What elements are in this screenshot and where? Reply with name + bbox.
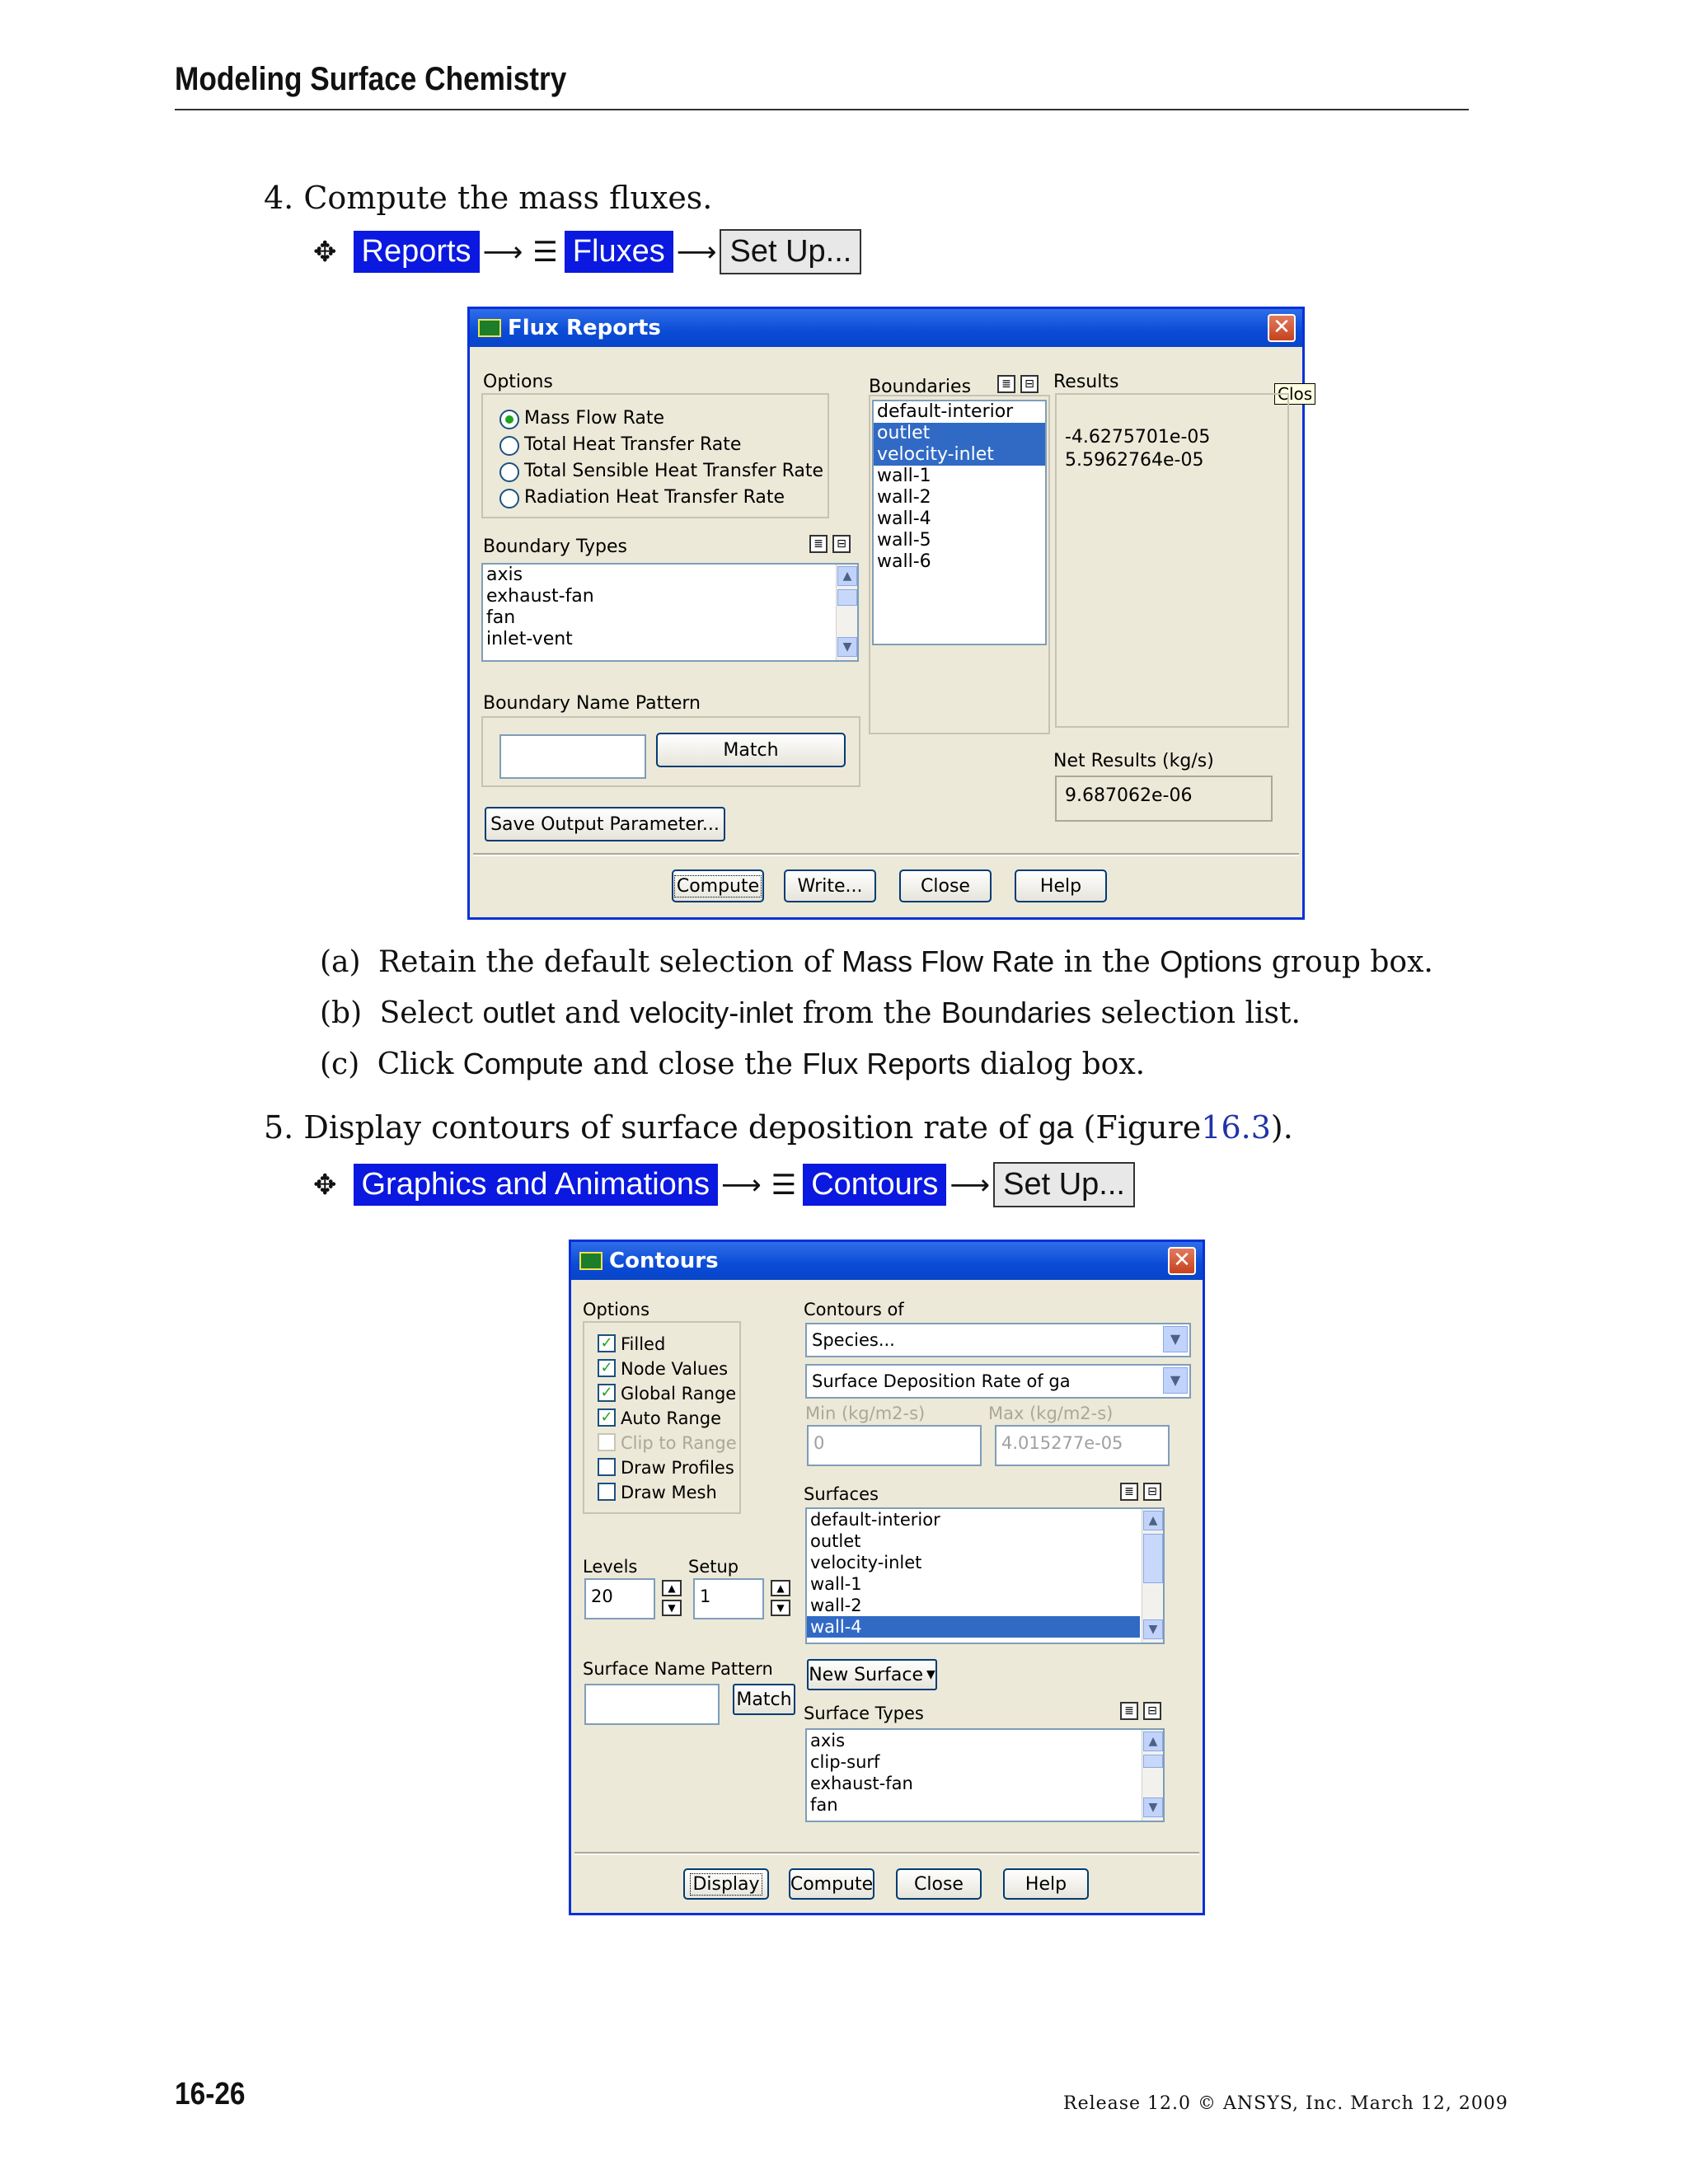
figure-link[interactable]: 16.3 xyxy=(1201,1109,1271,1146)
separator xyxy=(473,853,1299,856)
nav-reports[interactable]: Reports xyxy=(354,231,480,273)
nav-setup-button[interactable]: Set Up... xyxy=(720,229,861,274)
substep-text: Select xyxy=(379,996,474,1030)
close-icon[interactable]: ✕ xyxy=(1168,1247,1196,1275)
close-icon[interactable]: ✕ xyxy=(1268,314,1296,342)
checkbox-filled[interactable]: ✓ xyxy=(598,1334,616,1352)
option-label: Total Heat Transfer Rate xyxy=(524,434,742,455)
ui-term: Options xyxy=(1160,944,1263,978)
match-button[interactable]: Match xyxy=(656,733,846,767)
nav-path-reports xyxy=(307,229,861,274)
step-5 xyxy=(264,1109,1293,1146)
surfaces-list[interactable] xyxy=(805,1507,1165,1644)
levels-spinner[interactable] xyxy=(662,1580,682,1616)
dropdown-arrow-icon: ▼ xyxy=(926,1668,935,1681)
results-values xyxy=(1065,426,1210,472)
surface-types-label: Surface Types xyxy=(804,1704,924,1723)
scroll-down-icon[interactable]: ▼ xyxy=(1143,1619,1163,1639)
checkbox-auto-range[interactable]: ✓ xyxy=(598,1408,616,1427)
levels-label: Levels xyxy=(583,1557,638,1577)
substep-marker: (a) xyxy=(320,945,361,979)
substep-text: in the xyxy=(1063,945,1151,979)
checkbox-draw-profiles[interactable] xyxy=(598,1458,616,1476)
spin-down-icon[interactable]: ▼ xyxy=(662,1600,682,1616)
spin-up-icon[interactable]: ▲ xyxy=(771,1580,790,1596)
option-label: Clip to Range xyxy=(621,1433,737,1453)
select-all-icon[interactable]: ≣ xyxy=(997,375,1015,393)
page-number: 16-26 xyxy=(175,2077,246,2111)
list-item[interactable]: fan xyxy=(486,607,516,628)
ribbon-move-icon: ✥ xyxy=(313,1168,337,1202)
nav-fluxes[interactable]: Fluxes xyxy=(565,231,673,273)
help-button[interactable]: Help xyxy=(1003,1868,1089,1900)
contours-of-sub-select[interactable] xyxy=(805,1364,1191,1399)
radio-total-heat-transfer[interactable] xyxy=(499,436,519,456)
new-surface-button[interactable]: New Surface ▼ xyxy=(807,1659,937,1690)
scrollbar[interactable] xyxy=(836,565,857,660)
net-results-label: Net Results (kg/s) xyxy=(1053,751,1214,771)
flux-reports-dialog xyxy=(467,307,1313,920)
nav-setup-button[interactable]: Set Up... xyxy=(993,1162,1135,1207)
substep-text: Click xyxy=(377,1047,454,1081)
option-label: Draw Profiles xyxy=(621,1458,734,1478)
ui-term: Compute xyxy=(462,1047,584,1080)
substep-text: dialog box. xyxy=(979,1047,1146,1081)
substep-b xyxy=(320,996,1301,1030)
net-result-value: 9.687062e-06 xyxy=(1065,785,1193,806)
list-item[interactable]: wall-2 xyxy=(810,1596,862,1615)
list-item-selected[interactable]: wall-4 xyxy=(807,1616,1140,1638)
radio-mass-flow-rate[interactable] xyxy=(499,410,519,429)
nav-contours[interactable]: Contours xyxy=(803,1164,946,1206)
scroll-thumb[interactable] xyxy=(837,589,857,606)
list-item[interactable]: wall-2 xyxy=(877,487,931,508)
ui-term: Boundaries xyxy=(940,996,1092,1029)
spin-up-icon[interactable]: ▲ xyxy=(662,1580,682,1596)
options-label: Options xyxy=(583,1300,650,1319)
list-item[interactable]: inlet-vent xyxy=(486,629,573,649)
close-button[interactable]: Close xyxy=(896,1868,982,1900)
min-label: Min (kg/m2-s) xyxy=(805,1404,926,1423)
list-item-selected[interactable]: velocity-inlet xyxy=(874,444,1045,466)
substep-a xyxy=(320,944,1433,979)
net-results-field xyxy=(1055,776,1273,822)
levels-input[interactable]: 20 xyxy=(584,1578,655,1619)
chevron-down-icon[interactable]: ▼ xyxy=(1163,1367,1188,1394)
substep-text: group box. xyxy=(1271,945,1433,979)
setup-spinner[interactable] xyxy=(771,1580,790,1616)
option-label: Filled xyxy=(621,1334,666,1354)
select-all-icon[interactable]: ≣ xyxy=(1120,1702,1138,1720)
max-label: Max (kg/m2-s) xyxy=(988,1404,1114,1423)
boundary-types-list[interactable] xyxy=(481,563,859,662)
list-item[interactable]: outlet xyxy=(810,1531,861,1551)
deselect-all-icon[interactable]: ⊟ xyxy=(1143,1483,1161,1501)
step-number: 4. xyxy=(264,180,294,216)
dialog-title: Flux Reports xyxy=(508,316,661,340)
select-value: Surface Deposition Rate of ga xyxy=(812,1371,1071,1391)
list-item[interactable]: exhaust-fan xyxy=(486,586,594,607)
result-value: 5.5962764e-05 xyxy=(1065,450,1204,471)
release-line: Release 12.0 © ANSYS, Inc. March 12, 2009 xyxy=(1063,2093,1508,2114)
arrow-icon: ⟶ xyxy=(676,235,717,269)
surface-name-pattern-input[interactable] xyxy=(584,1684,720,1725)
contours-dialog xyxy=(569,1240,1205,1915)
step-text: Display contours of surface deposition rate of xyxy=(303,1109,1029,1146)
list-item-selected[interactable]: outlet xyxy=(874,423,1045,444)
separator xyxy=(574,1852,1199,1855)
scroll-up-icon[interactable]: ▲ xyxy=(1143,1732,1163,1751)
list-item[interactable]: wall-5 xyxy=(877,530,931,551)
radio-total-sensible-heat[interactable] xyxy=(499,462,519,482)
app-icon xyxy=(579,1252,603,1270)
option-label: Mass Flow Rate xyxy=(524,408,665,429)
step-text: Compute the mass fluxes. xyxy=(303,180,713,216)
options-label: Options xyxy=(483,372,553,392)
list-item[interactable]: wall-6 xyxy=(877,551,931,572)
step-number: 5. xyxy=(264,1109,294,1146)
select-all-icon[interactable]: ≣ xyxy=(809,535,828,553)
boundary-name-pattern-label: Boundary Name Pattern xyxy=(483,693,701,714)
max-input: 4.015277e-05 xyxy=(995,1425,1170,1466)
scroll-thumb[interactable] xyxy=(1143,1534,1163,1583)
write-button[interactable]: Write... xyxy=(784,869,876,902)
list-item[interactable]: velocity-inlet xyxy=(810,1553,922,1572)
substep-text: selection list. xyxy=(1100,996,1301,1030)
list-item[interactable]: exhaust-fan xyxy=(810,1774,913,1793)
option-label: Draw Mesh xyxy=(621,1483,717,1502)
scrollbar[interactable] xyxy=(1142,1509,1163,1643)
nav-path-graphics xyxy=(307,1162,1135,1207)
substep-text: and xyxy=(565,996,621,1030)
checkbox-draw-mesh[interactable] xyxy=(598,1483,616,1501)
select-value: Species... xyxy=(812,1330,895,1350)
list-item[interactable]: default-interior xyxy=(810,1510,940,1530)
scroll-up-icon[interactable]: ▲ xyxy=(1143,1511,1163,1530)
compute-button[interactable]: Compute xyxy=(789,1868,874,1900)
list-item[interactable]: axis xyxy=(486,565,523,585)
list-item[interactable]: wall-1 xyxy=(810,1574,862,1594)
setup-label: Setup xyxy=(688,1557,739,1577)
substep-c xyxy=(320,1047,1145,1081)
substep-text: Retain the default selection of xyxy=(378,945,832,979)
surfaces-label: Surfaces xyxy=(804,1484,879,1504)
list-item[interactable]: clip-surf xyxy=(810,1752,880,1772)
boundaries-label: Boundaries xyxy=(869,377,972,397)
save-output-parameter-button[interactable]: Save Output Parameter... xyxy=(485,807,725,841)
checkbox-global-range[interactable]: ✓ xyxy=(598,1384,616,1402)
ui-term: velocity-inlet xyxy=(630,996,794,1029)
list-icon: ☰ xyxy=(771,1168,797,1202)
deselect-all-icon[interactable]: ⊟ xyxy=(1143,1702,1161,1720)
option-label: Radiation Heat Transfer Rate xyxy=(524,487,785,508)
title-bar xyxy=(571,1242,1203,1280)
spin-down-icon[interactable]: ▼ xyxy=(771,1600,790,1616)
checkbox-node-values[interactable]: ✓ xyxy=(598,1359,616,1377)
app-icon xyxy=(478,319,501,337)
setup-input[interactable]: 1 xyxy=(693,1578,764,1619)
display-button[interactable]: Display xyxy=(683,1868,769,1900)
chevron-down-icon[interactable]: ▼ xyxy=(1163,1326,1188,1352)
surface-types-list[interactable] xyxy=(805,1728,1165,1822)
substep-text: from the xyxy=(802,996,932,1030)
option-label: Node Values xyxy=(621,1359,729,1379)
scroll-down-icon[interactable]: ▼ xyxy=(837,637,857,657)
ui-term: Mass Flow Rate xyxy=(842,944,1055,978)
step-4 xyxy=(264,180,712,216)
help-button[interactable]: Help xyxy=(1015,869,1107,902)
ui-term: Flux Reports xyxy=(802,1047,971,1080)
select-all-icon[interactable]: ≣ xyxy=(1120,1483,1138,1501)
arrow-icon: ⟶ xyxy=(950,1168,991,1202)
option-label: Auto Range xyxy=(621,1408,721,1428)
arrow-icon: ⟶ xyxy=(720,1168,762,1202)
ui-term: outlet xyxy=(482,996,556,1029)
list-item[interactable]: fan xyxy=(810,1795,838,1815)
list-item[interactable]: default-interior xyxy=(877,401,1014,422)
list-icon: ☰ xyxy=(532,235,558,269)
boundary-name-pattern-input[interactable] xyxy=(499,734,646,779)
scroll-thumb[interactable] xyxy=(1143,1755,1163,1768)
scroll-down-icon[interactable]: ▼ xyxy=(1143,1797,1163,1817)
substep-marker: (b) xyxy=(320,996,363,1030)
list-item[interactable]: wall-4 xyxy=(877,509,931,529)
checkbox-clip-to-range xyxy=(598,1433,616,1451)
surface-name-pattern-label: Surface Name Pattern xyxy=(583,1659,773,1679)
page-header-title: Modeling Surface Chemistry xyxy=(175,61,567,97)
substep-marker: (c) xyxy=(320,1047,360,1081)
substep-text: and close the xyxy=(593,1047,793,1081)
header-rule xyxy=(175,109,1469,110)
scrollbar[interactable] xyxy=(1142,1730,1163,1821)
ui-term: ga xyxy=(1039,1111,1074,1146)
result-value: -4.6275701e-05 xyxy=(1065,427,1211,448)
boundary-types-label: Boundary Types xyxy=(483,537,627,557)
min-input: 0 xyxy=(807,1425,982,1466)
close-button[interactable]: Close xyxy=(899,869,992,902)
nav-graphics-and-animations[interactable]: Graphics and Animations xyxy=(354,1164,718,1206)
ribbon-move-icon: ✥ xyxy=(313,235,337,269)
boundaries-frame xyxy=(869,395,1050,734)
close-tooltip: Clos xyxy=(1274,383,1315,405)
scroll-up-icon[interactable]: ▲ xyxy=(837,566,857,586)
list-item[interactable]: axis xyxy=(810,1731,846,1750)
step-text: (Figure xyxy=(1083,1109,1202,1146)
contours-of-select[interactable] xyxy=(805,1323,1191,1357)
list-item[interactable]: wall-1 xyxy=(877,466,931,486)
option-label: Total Sensible Heat Transfer Rate xyxy=(524,461,824,481)
results-label: Results xyxy=(1053,372,1119,392)
deselect-all-icon[interactable]: ⊟ xyxy=(832,535,851,553)
compute-button[interactable]: Compute xyxy=(672,869,764,902)
arrow-icon: ⟶ xyxy=(482,235,523,269)
title-bar xyxy=(470,309,1302,347)
radio-radiation-heat[interactable] xyxy=(499,489,519,509)
option-label: Global Range xyxy=(621,1384,737,1404)
match-button[interactable]: Match xyxy=(733,1684,795,1715)
deselect-all-icon[interactable]: ⊟ xyxy=(1020,375,1039,393)
step-text: ). xyxy=(1270,1109,1293,1146)
contours-of-label: Contours of xyxy=(804,1300,904,1319)
dialog-title: Contours xyxy=(609,1249,719,1273)
